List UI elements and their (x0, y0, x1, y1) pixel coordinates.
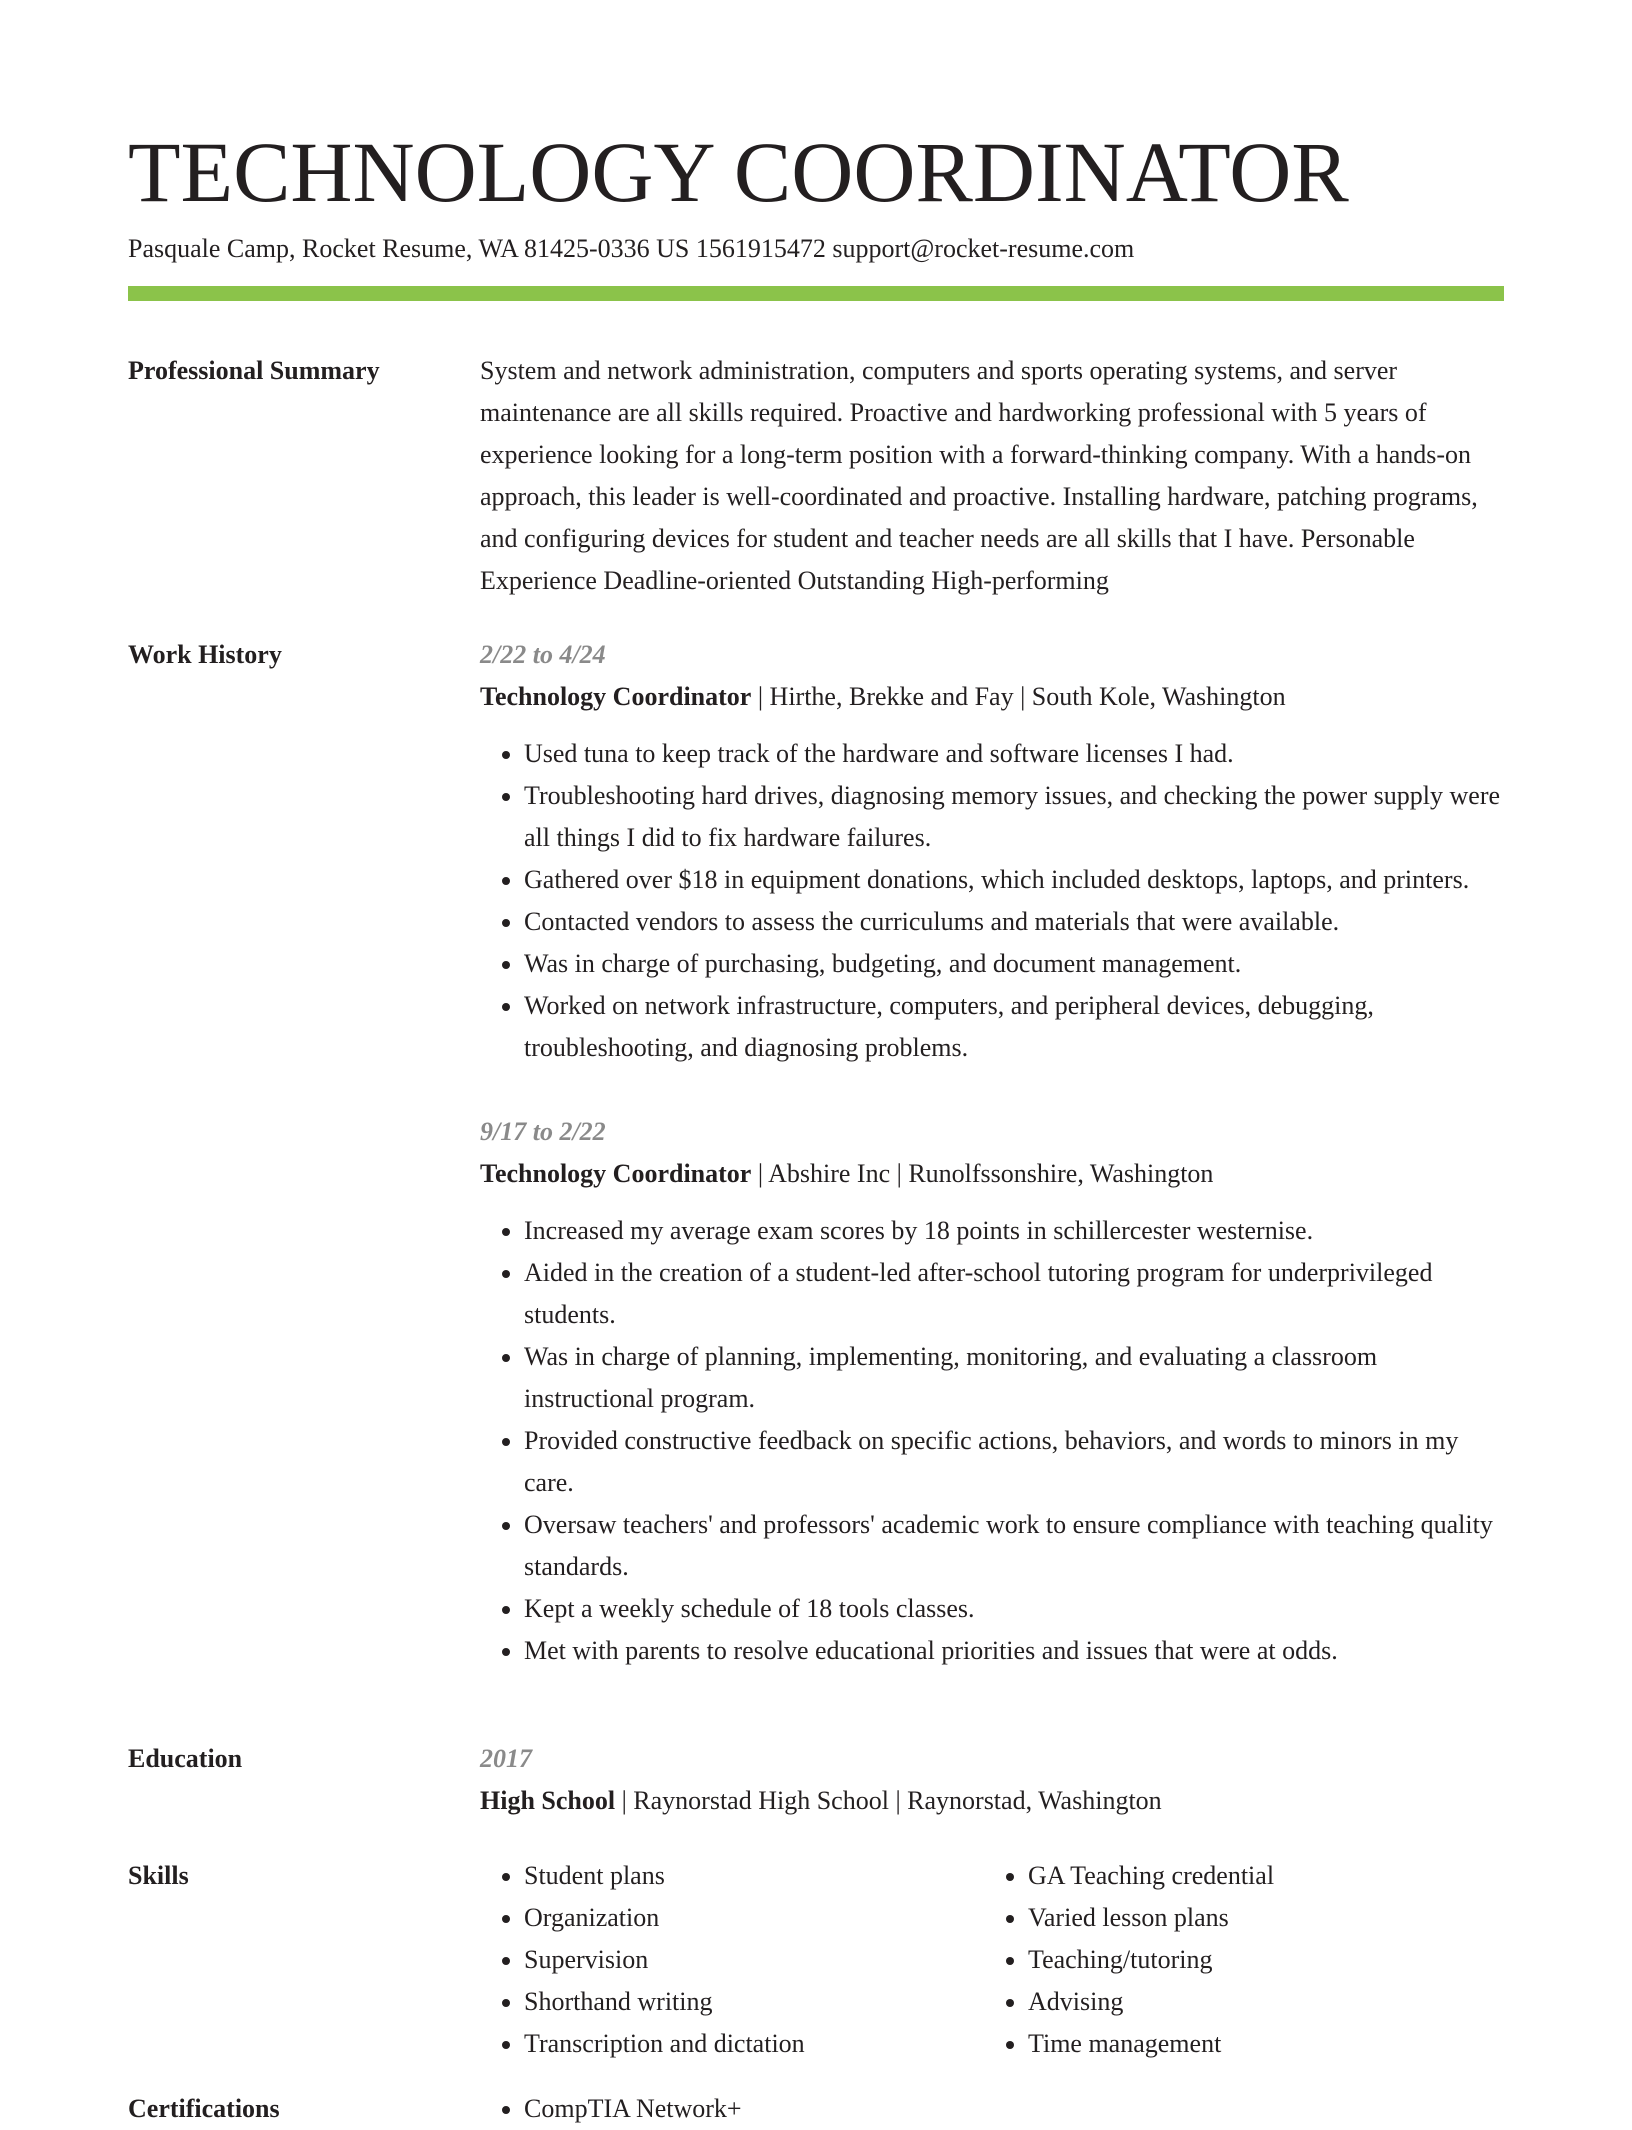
job-dates: 2/22 to 4/24 (480, 640, 606, 669)
job-bullet: • Increased my average exam scores by 18 points in schillercester westernise. (524, 1210, 1504, 1252)
skill-item: • GA Teaching credential (1028, 1855, 1488, 1897)
certifications-label: Certifications (128, 2094, 280, 2123)
skill-item: • Varied lesson plans (1028, 1897, 1488, 1939)
education-details: | Raynorstad High School | Raynorstad, Washington (615, 1786, 1162, 1815)
skill-item: • Advising (1028, 1981, 1488, 2023)
summary-text: System and network administration, computers and sports operating systems, and server maintenance are all skills required. Proactive and hardworking professional with 5 years of experience looking for a long-term position with a forward-thinking company. With a hands-on approach, this leader is well-coordinated and proactive. Installing hardware, patching programs, and configuring devices for student and teacher needs are all skills that I have. Personable Experience Deadline-oriented Outstanding High-performing (480, 356, 1478, 595)
skill-item: • Transcription and dictation (524, 2023, 984, 2065)
skills-body (480, 1855, 1504, 2065)
header-divider (128, 286, 1504, 301)
job-bullet: • Met with parents to resolve educational priorities and issues that were at odds. (524, 1630, 1504, 1672)
skill-item: • Time management (1028, 2023, 1488, 2065)
skills-label: Skills (128, 1861, 189, 1890)
job-bullet: • Was in charge of planning, implementing, monitoring, and evaluating a classroom instructional program. (524, 1336, 1504, 1420)
job-bullet: • Used tuna to keep track of the hardware and software licenses I had. (524, 733, 1504, 775)
skill-item: • Student plans (524, 1855, 984, 1897)
job-bullet: • Provided constructive feedback on specific actions, behaviors, and words to minors in my care. (524, 1420, 1504, 1504)
skill-item: • Supervision (524, 1939, 984, 1981)
skill-item: • Organization (524, 1897, 984, 1939)
skills-column-right (984, 1855, 1488, 2065)
skills-columns (480, 1855, 1504, 2065)
summary-label: Professional Summary (128, 356, 380, 385)
work-history-label: Work History (128, 640, 282, 669)
skills-list (480, 1855, 984, 2065)
job-heading (480, 1153, 1504, 1195)
certifications-list (480, 2088, 1504, 2130)
resume-title: TECHNOLOGY COORDINATOR (128, 124, 1349, 220)
education-degree: High School (480, 1786, 616, 1815)
work-history-body (480, 634, 1504, 1672)
job-bullet: • Troubleshooting hard drives, diagnosing memory issues, and checking the power supply were all things I did to fix hardware failures. (524, 775, 1504, 859)
education-heading (480, 1780, 1504, 1822)
job-bullet: • Kept a weekly schedule of 18 tools classes. (524, 1588, 1504, 1630)
certification-item: • CompTIA Network+ (524, 2088, 1504, 2130)
job-details: | Hirthe, Brekke and Fay | South Kole, Washington (751, 682, 1286, 711)
job-bullet: • Was in charge of purchasing, budgeting, and document management. (524, 943, 1504, 985)
job-bullet: • Worked on network infrastructure, computers, and peripheral devices, debugging, troubleshooting, and diagnosing problems. (524, 985, 1504, 1069)
job-dates: 9/17 to 2/22 (480, 1117, 606, 1146)
education-body (480, 1738, 1504, 1822)
job-bullet: • Contacted vendors to assess the curriculums and materials that were available. (524, 901, 1504, 943)
job-bullets (480, 1210, 1504, 1672)
skills-column-left (480, 1855, 984, 2065)
job-details: | Abshire Inc | Runolfssonshire, Washington (751, 1159, 1214, 1188)
job-bullet: • Gathered over $18 in equipment donations, which included desktops, laptops, and printers. (524, 859, 1504, 901)
contact-line: Pasquale Camp, Rocket Resume, WA 81425-0336 US 1561915472 support@rocket-resume.com (128, 234, 1135, 263)
job-bullets (480, 733, 1504, 1069)
education-year: 2017 (480, 1744, 532, 1773)
job-bullet: • Aided in the creation of a student-led after-school tutoring program for underprivileged students. (524, 1252, 1504, 1336)
job-spacer (480, 1069, 1504, 1111)
education-label: Education (128, 1744, 243, 1773)
skill-item: • Teaching/tutoring (1028, 1939, 1488, 1981)
certifications-body (480, 2088, 1504, 2130)
job-entry (480, 1111, 1504, 1672)
job-heading (480, 676, 1504, 718)
skill-item: • Shorthand writing (524, 1981, 984, 2023)
job-entry (480, 634, 1504, 1069)
job-bullet: • Oversaw teachers' and professors' academic work to ensure compliance with teaching quality standards. (524, 1504, 1504, 1588)
job-title: Technology Coordinator (480, 682, 752, 711)
summary-body (480, 350, 1504, 602)
skills-list (984, 1855, 1488, 2065)
job-title: Technology Coordinator (480, 1159, 752, 1188)
